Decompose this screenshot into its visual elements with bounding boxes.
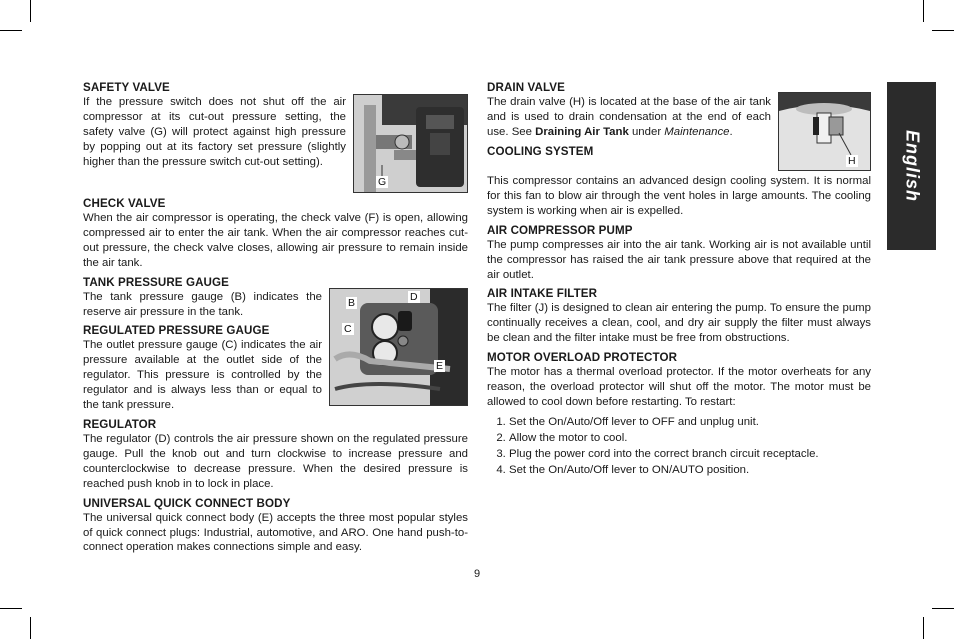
pump-heading: AIR COMPRESSOR PUMP xyxy=(487,223,633,237)
cooling-text: This compressor contains an advanced design cooling system. It is normal for this fan to blow air through the vent holes in large amounts. The cooling system is working when air is expelled. xyxy=(487,175,871,217)
drain-valve-heading: DRAIN VALVE xyxy=(487,81,565,94)
language-tab xyxy=(887,82,936,250)
intake-filter-heading: AIR INTAKE FILTER xyxy=(487,287,598,301)
regulated-gauge-heading: REGULATED PRESSURE GAUGE xyxy=(83,324,270,338)
drain-valve-text-a: The drain valve (H) is located at the base of the air tank and is used to drain condensation at the end of each use. See xyxy=(487,96,771,138)
crop-mark xyxy=(932,30,954,31)
drain-valve-figure xyxy=(778,92,871,171)
figure-label-d: D xyxy=(410,290,418,303)
crop-mark xyxy=(0,608,22,609)
right-column xyxy=(487,80,871,478)
safety-valve-heading: SAFETY VALVE xyxy=(83,81,170,94)
crop-mark xyxy=(30,0,31,22)
regulated-gauge-text: The outlet pressure gauge (C) indicates the air pressure available at the outlet side of the regulator. This pressure is controlled by the regulator and is always less than or equal to the tank pressure. xyxy=(83,339,322,412)
check-valve-heading: CHECK VALVE xyxy=(83,197,166,210)
regulator-text: The regulator (D) controls the air pressure shown on the regulated pressure gauge. Pull the knob out and turn clockwise to increase pressure and counterclockwise to decrease pressure. When the desired pressure is reached push knob in to lock in place. xyxy=(83,432,468,490)
overload-heading: MOTOR OVERLOAD PROTECTOR xyxy=(487,351,678,365)
figure-label-h: H xyxy=(848,155,856,167)
crop-mark xyxy=(923,0,924,22)
drain-valve-text-b: under xyxy=(628,125,665,138)
safety-valve-figure xyxy=(353,94,468,193)
check-valve-text: When the air compressor is operating, the check valve (F) is open, allowing compressed air to enter the air tank. When the air compressor reaches cut-out pressure, the check valve closes, allowing air pressure to remain inside the air tank. xyxy=(83,212,468,269)
quick-connect-text: The universal quick connect body (E) accepts the three most popular styles of quick connect plugs: Industrial, automotive, and ARO. One hand push-to-connect operation makes connections simple and easy. xyxy=(83,511,468,554)
restart-steps xyxy=(487,414,871,478)
cooling-heading: COOLING SYSTEM xyxy=(487,144,594,158)
tank-gauge-text: The tank pressure gauge (B) indicates the reserve air pressure in the tank. xyxy=(83,290,322,318)
figure-label-b: B xyxy=(348,296,356,309)
crop-mark xyxy=(932,608,954,609)
crop-mark xyxy=(0,30,22,31)
list-item: 2. Allow the motor to cool. xyxy=(509,430,871,446)
list-item: 4. Set the On/Auto/Off lever to ON/AUTO position. xyxy=(509,462,871,478)
regulator-heading: REGULATOR xyxy=(83,417,157,431)
list-item: 1. Set the On/Auto/Off lever to OFF and unplug unit. xyxy=(509,414,871,430)
crop-mark xyxy=(923,617,924,639)
overload-text: The motor has a thermal overload protector. If the motor overheats for any reason, the overload protector will shut off the motor. The motor must be allowed to cool down before restarting. To restart: xyxy=(487,366,871,408)
drain-valve-text-c: . xyxy=(729,125,733,138)
crop-mark xyxy=(30,617,31,639)
draining-air-tank-reference: Draining Air Tank xyxy=(535,125,629,138)
tank-gauge-heading: TANK PRESSURE GAUGE xyxy=(83,275,229,289)
pump-text: The pump compresses air into the air tank. Working air is not available until the compressor has raised the air tank pressure above that required at the air outlet. xyxy=(487,238,871,281)
quick-connect-heading: UNIVERSAL QUICK CONNECT BODY xyxy=(83,496,291,510)
list-item: 3. Plug the power cord into the correct branch circuit receptacle. xyxy=(509,446,871,462)
figure-label-g: G xyxy=(378,176,387,188)
language-tab-label: English xyxy=(902,129,922,203)
page-number: 9 xyxy=(473,568,481,580)
intake-filter-text: The filter (J) is designed to clean air entering the pump. To ensure the pump continually receives a clean, cool, and dry air supply the filter must always be clean and the filter intake must be free from obstructions. xyxy=(487,302,871,345)
safety-valve-text: If the pressure switch does not shut off the air compressor at its cut-out pressure setting, the safety valve (G) will protect against high pressure by popping out at its factory set pressure (slightly higher than the pressure switch cut-out setting). xyxy=(83,96,346,168)
figure-label-e: E xyxy=(436,359,444,372)
gauges-figure xyxy=(329,288,468,406)
maintenance-reference: Maintenance xyxy=(664,125,730,138)
left-column xyxy=(83,80,468,559)
figure-label-c: C xyxy=(344,322,352,335)
